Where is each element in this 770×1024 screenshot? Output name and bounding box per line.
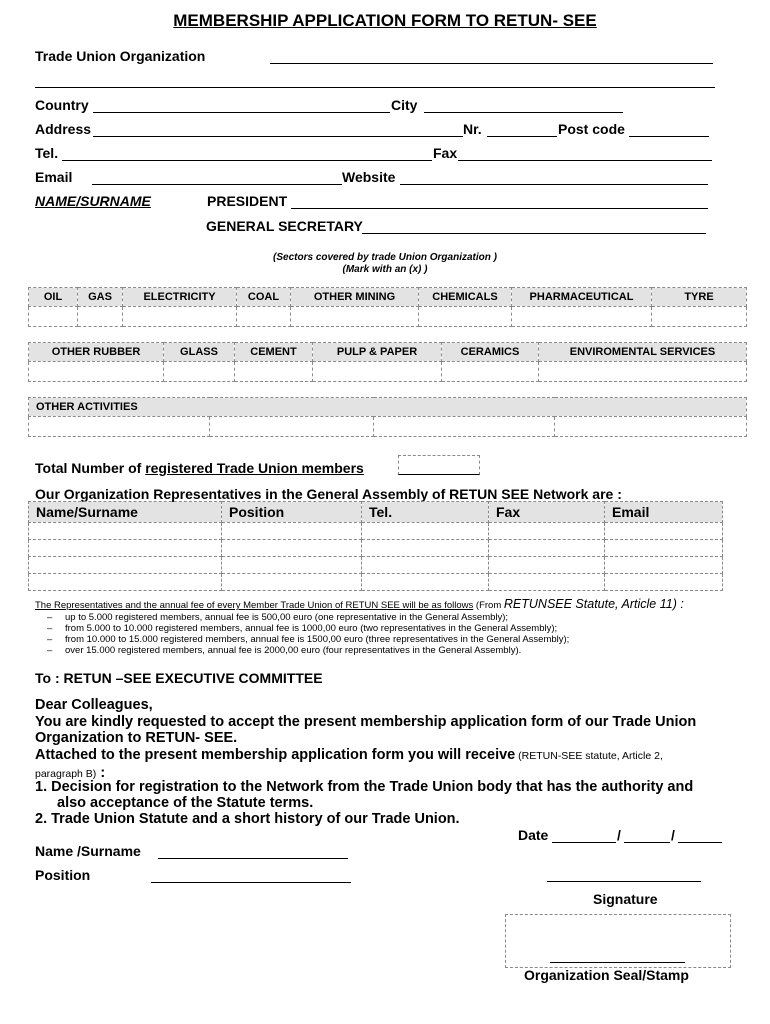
sector-other-mining-header: OTHER MINING [291,288,419,307]
other-activity-cell[interactable] [555,417,747,437]
rep-cell[interactable] [605,523,723,540]
address-label: Address [35,121,92,137]
fee-intro-statute: RETUNSEE Statute, Article 11) : [503,597,684,611]
sector-environmental-mark[interactable] [539,362,747,382]
sector-glass-header: GLASS [164,343,235,362]
footer-position-label: Position [35,867,91,883]
sector-tyre-header: TYRE [652,288,747,307]
sectors-table-1 [28,287,747,327]
fee-intro-text: The Representatives and the annual fee of every Member Trade Union of RETUN SEE will be as follows [35,600,474,611]
website-label: Website [342,169,396,185]
email-field[interactable] [92,170,342,185]
date-year-field[interactable] [678,828,722,843]
letter-paragraph-2-ref: (RETUN-SEE statute, Article 2, [515,750,663,762]
representatives-heading: Our Organization Representatives in the General Assembly of RETUN SEE Network are : [35,486,622,502]
sectors-table-2 [28,342,747,382]
sector-environmental-header: ENVIROMENTAL SERVICES [539,343,747,362]
city-field[interactable] [424,98,623,113]
table-row [29,523,723,540]
post-code-label: Post code [558,121,625,137]
sectors-note: (Sectors covered by trade Union Organization ) [273,252,497,263]
sector-cement-header: CEMENT [235,343,313,362]
page-title: MEMBERSHIP APPLICATION FORM TO RETUN- SEE [173,11,597,30]
signature-field[interactable] [547,867,701,882]
rep-cell[interactable] [362,540,489,557]
post-code-field[interactable] [629,122,709,137]
sector-gas-mark[interactable] [78,307,123,327]
total-members-prefix: Total Number of [35,460,146,476]
list-item [38,645,521,656]
rep-col-tel: Tel. [362,502,489,523]
president-label: PRESIDENT [207,193,288,209]
president-field[interactable] [291,194,708,209]
other-activity-cell[interactable] [29,417,210,437]
fee-bullet-text: up to 5.000 registered members, annual fee is 500,00 euro (one representative in the General Assembly); [65,612,509,623]
sector-pulp-paper-mark[interactable] [313,362,442,382]
fax-label: Fax [433,145,458,161]
letter-paragraph-1: You are kindly requested to accept the present membership application form of our Trade Union [35,714,697,730]
bullet-dash: – [47,623,53,634]
rep-cell[interactable] [362,557,489,574]
sector-tyre-mark[interactable] [652,307,747,327]
list-item [38,612,508,623]
nr-label: Nr. [463,121,482,137]
rep-col-email: Email [605,502,723,523]
rep-cell[interactable] [29,540,222,557]
total-members-underlined: registered Trade Union members [145,460,364,476]
letter-paragraph-2-text: Attached to the present membership application form you will receive [35,747,516,763]
rep-cell[interactable] [222,540,362,557]
letter-paragraph-2-ref2: paragraph B) [35,768,97,780]
list-item [38,634,569,645]
rep-cell[interactable] [605,540,723,557]
footer-name-field[interactable] [158,844,348,859]
footer-position-field[interactable] [151,868,351,883]
fee-bullet-text: from 10.000 to 15.000 registered members, annual fee is 1500,00 euro (three representatives in the General Assembly); [65,634,570,645]
bullet-dash: – [47,612,53,623]
rep-cell[interactable] [489,557,605,574]
trade-union-organization-field[interactable] [270,49,713,64]
rep-cell[interactable] [605,574,723,591]
nr-field[interactable] [487,122,557,137]
country-label: Country [35,97,89,113]
table-row [29,574,723,591]
other-activities-table [28,397,747,437]
date-separator: / [671,827,675,843]
rep-cell[interactable] [362,523,489,540]
sector-other-mining-mark[interactable] [291,307,419,327]
table-row [29,540,723,557]
rep-cell[interactable] [489,574,605,591]
attachment-item-2: 2. Trade Union Statute and a short history of our Trade Union. [35,811,460,827]
rep-cell[interactable] [489,523,605,540]
attachment-item-1: 1. Decision for registration to the Network from the Trade Union body that has the authority and [35,779,694,795]
city-label: City [391,97,418,113]
name-surname-heading: NAME/SURNAME [35,193,151,209]
fee-bullet-text: over 15.000 registered members, annual fee is 2000,00 euro (four representatives in the General Assembly). [65,645,522,656]
sector-pulp-paper-header: PULP & PAPER [313,343,442,362]
sectors-mark-note: (Mark with an (x) ) [342,264,428,275]
tel-field[interactable] [62,146,432,161]
trade-union-organization-field-2[interactable] [35,73,715,88]
representatives-table [28,501,723,591]
letter-paragraph-2-colon: : [96,765,106,781]
sector-chemicals-header: CHEMICALS [419,288,512,307]
sector-electricity-mark[interactable] [123,307,237,327]
website-field[interactable] [400,170,708,185]
sector-pharmaceutical-mark[interactable] [512,307,652,327]
rep-cell[interactable] [222,523,362,540]
total-members-input[interactable] [398,455,480,475]
greeting: Dear Colleagues, [35,697,153,713]
general-secretary-field[interactable] [362,219,706,234]
sector-oil-mark[interactable] [29,307,78,327]
footer-name-label: Name /Surname [35,843,141,859]
trade-union-organization-label: Trade Union Organization [35,48,206,64]
date-label: Date [518,827,549,843]
rep-cell[interactable] [29,557,222,574]
date-month-field[interactable] [624,828,670,843]
fee-bullet-text: from 5.000 to 10.000 registered members, annual fee is 1000,00 euro (two representatives in the General Assembly); [65,623,558,634]
rep-col-position: Position [222,502,362,523]
sector-oil-header: OIL [29,288,78,307]
fax-field[interactable] [458,146,712,161]
rep-cell[interactable] [362,574,489,591]
address-field[interactable] [93,122,463,137]
rep-cell[interactable] [489,540,605,557]
date-separator: / [617,827,621,843]
other-activity-cell[interactable] [210,417,374,437]
bullet-dash: – [47,645,53,656]
attachment-item-1b: also acceptance of the Statute terms. [57,795,314,811]
sector-pharmaceutical-header: PHARMACEUTICAL [512,288,652,307]
letter-paragraph-1b: Organization to RETUN- SEE. [35,730,238,746]
rep-col-name: Name/Surname [29,502,222,523]
list-item [38,623,557,634]
sector-coal-mark[interactable] [237,307,291,327]
addressee: To : RETUN –SEE EXECUTIVE COMMITTEE [35,670,323,686]
sector-other-rubber-header: OTHER RUBBER [29,343,164,362]
rep-cell[interactable] [222,574,362,591]
rep-col-fax: Fax [489,502,605,523]
sector-cement-mark[interactable] [235,362,313,382]
other-activity-cell[interactable] [374,417,555,437]
sector-chemicals-mark[interactable] [419,307,512,327]
sector-other-rubber-mark[interactable] [29,362,164,382]
sector-electricity-header: ELECTRICITY [123,288,237,307]
rep-cell[interactable] [605,557,723,574]
seal-line [550,948,685,963]
email-label: Email [35,169,73,185]
signature-label: Signature [593,891,658,907]
bullet-dash: – [47,634,53,645]
rep-cell[interactable] [29,574,222,591]
total-members-label [35,460,364,476]
fee-intro [35,597,684,611]
sector-gas-header: GAS [78,288,123,307]
letter-paragraph-2 [35,746,663,764]
sector-coal-header: COAL [237,288,291,307]
country-field[interactable] [93,98,390,113]
tel-label: Tel. [35,145,59,161]
other-activities-header: OTHER ACTIVITIES [29,398,747,417]
sector-ceramics-header: CERAMICS [442,343,539,362]
general-secretary-label: GENERAL SECRETARY [206,218,363,234]
table-row [29,557,723,574]
sector-ceramics-mark[interactable] [442,362,539,382]
sector-glass-mark[interactable] [164,362,235,382]
fee-intro-from: (From [473,600,504,611]
rep-cell[interactable] [29,523,222,540]
rep-cell[interactable] [222,557,362,574]
seal-label: Organization Seal/Stamp [524,967,689,983]
date-day-field[interactable] [552,828,616,843]
